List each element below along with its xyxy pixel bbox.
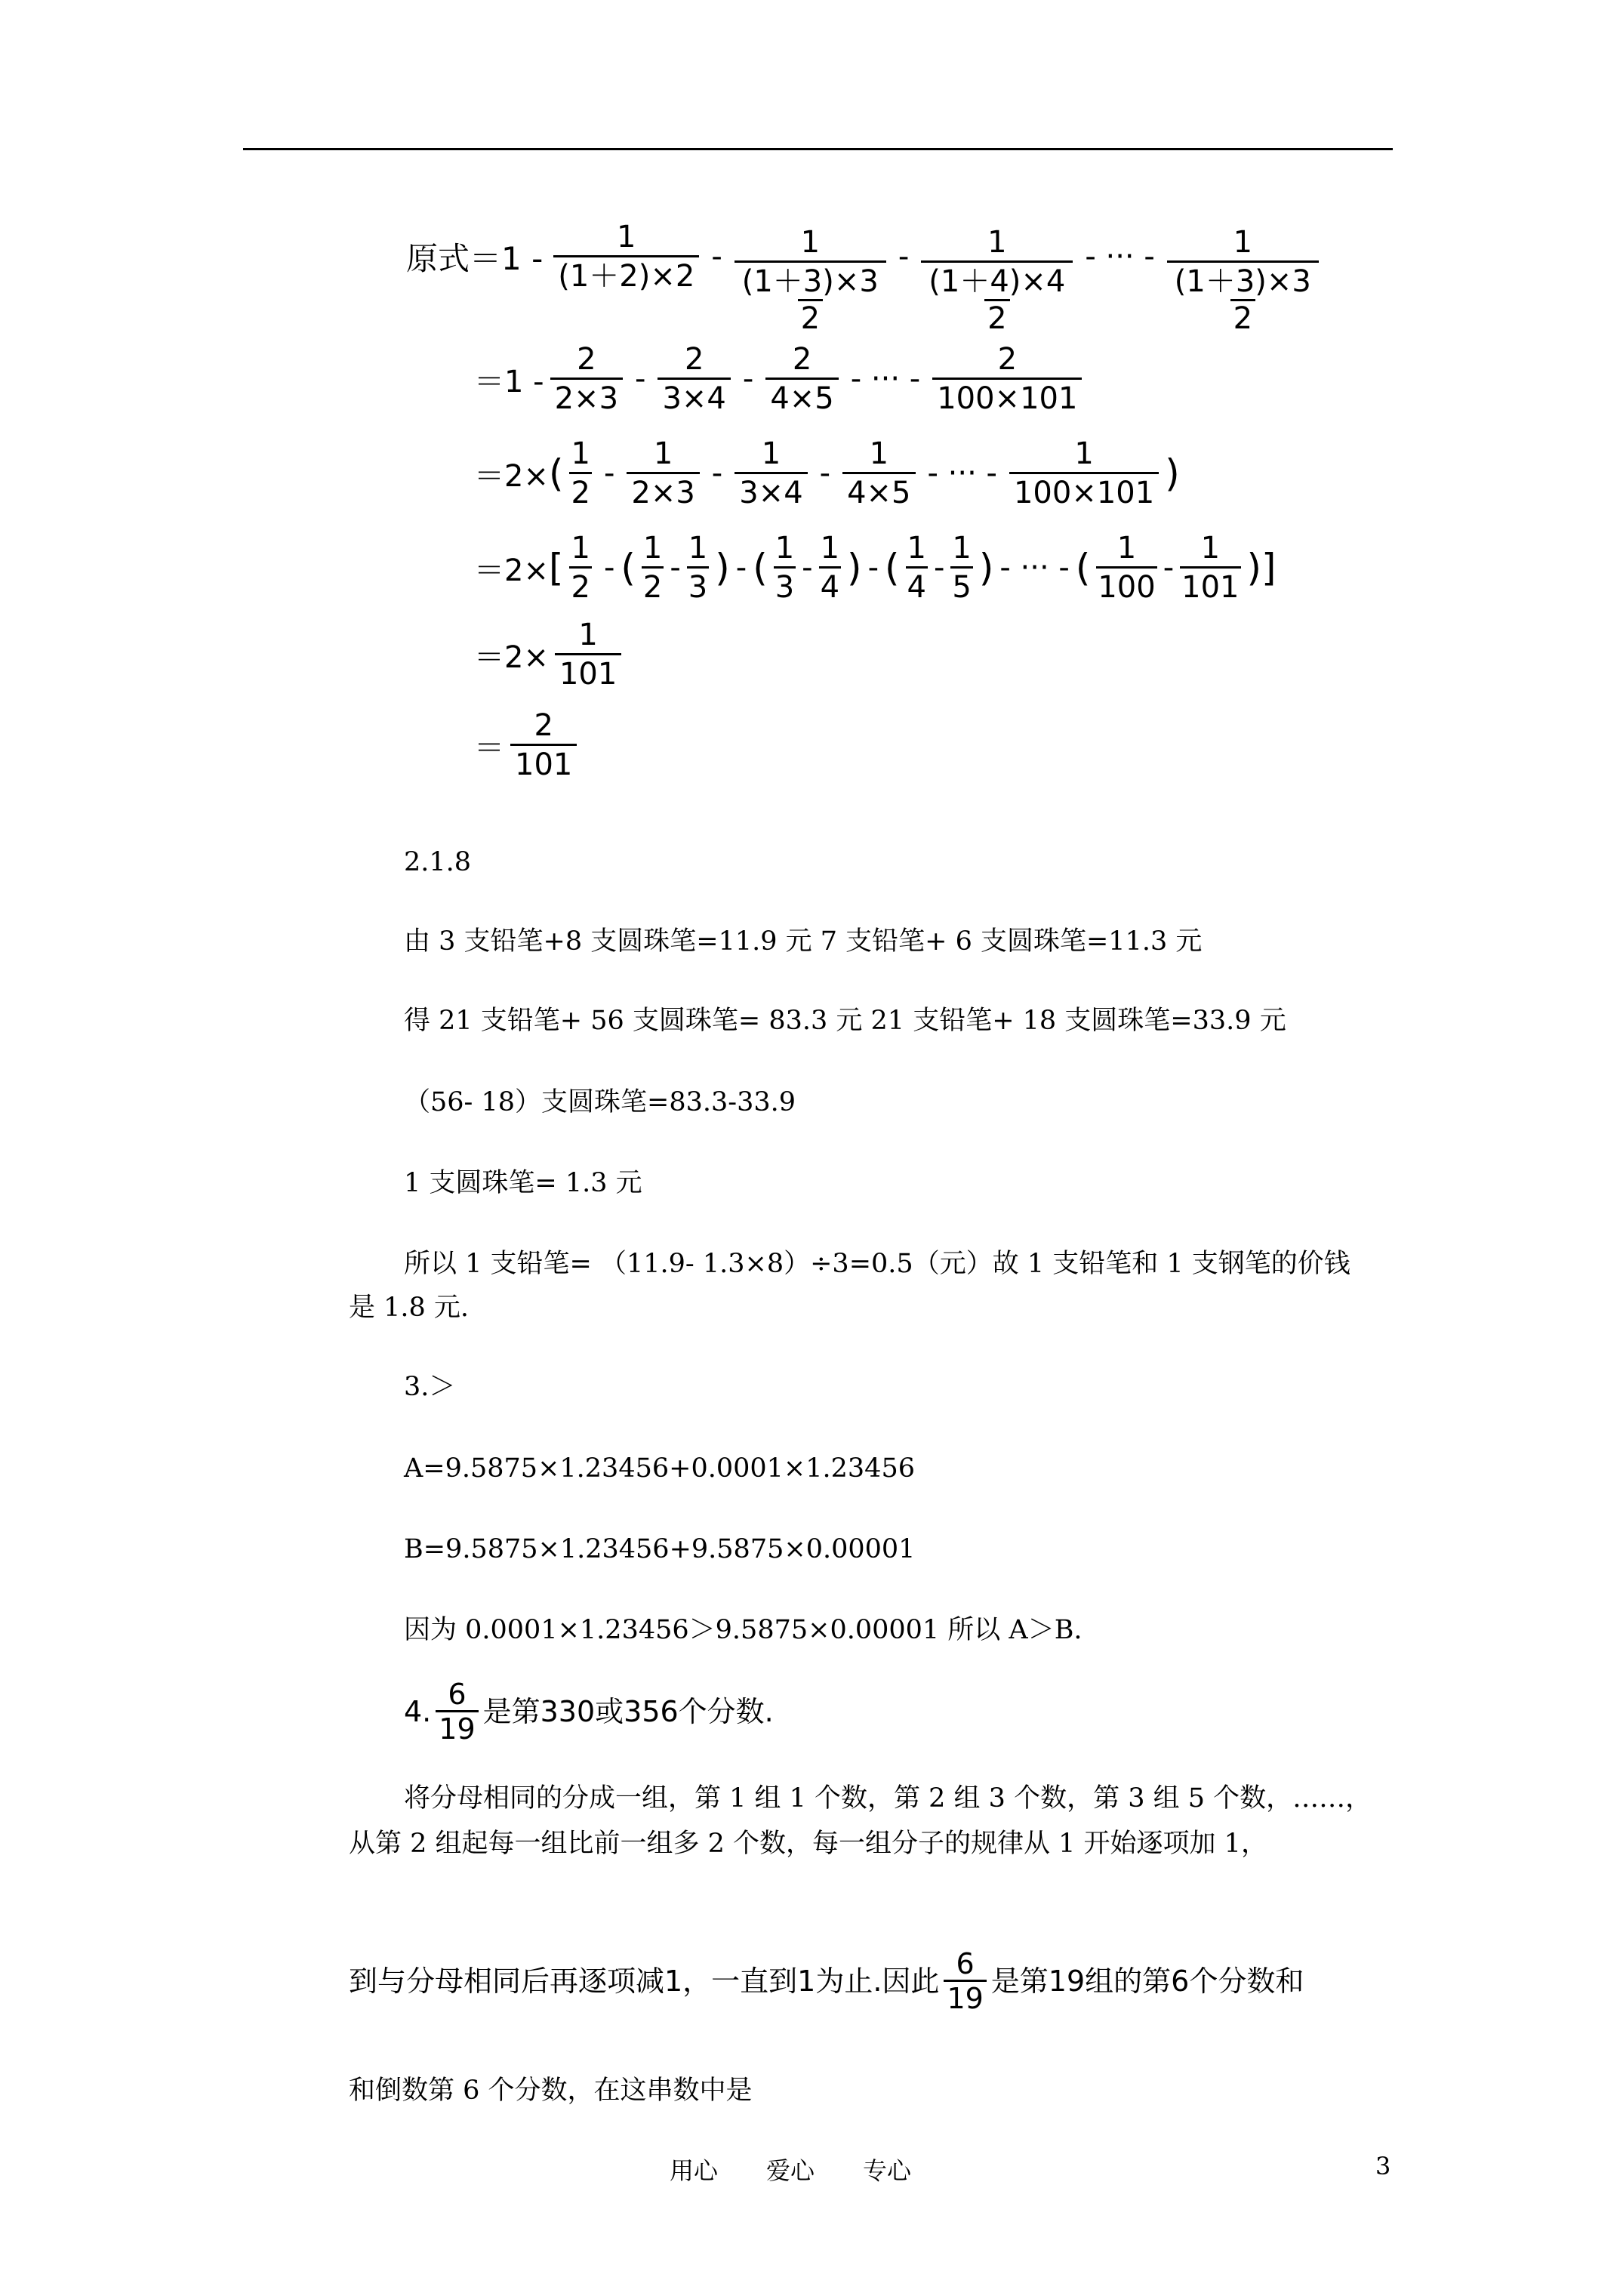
- inner-numerator: (1＋3)×3: [741, 264, 879, 299]
- fraction: [553, 221, 699, 292]
- math-line-3: ＝2× ( $\frac{1}{2}$ - $\frac{1}{2\times 3}$ - $\frac{1}{3\times 4}$ - $\frac{1}{4\times 5}$ - ··· - $\frac{1}{100\times 101}$ ): [474, 436, 1180, 510]
- fraction: [735, 227, 886, 334]
- numerator: 1: [1233, 225, 1253, 260]
- paragraph: 和倒数第 6 个分数，在这串数中是: [349, 2076, 753, 2106]
- math-line-4: ＝2× [ $\frac{1}{2}$ - ( $\frac{1}{2}$ - $\frac{1}{3}$ ) - ( $\frac{1}{3}$ - $\frac{1}{4}$ ) - ( $\frac{1}{4}$ - $\frac{1}{5}$ ) - ··· - ( $\frac{1}{100}$ - $\frac{1}{101}$ )]: [474, 531, 1277, 605]
- denominator: (1＋2)×2: [553, 255, 699, 292]
- math-line-2: ＝1 - $\frac{2}{2\times 3}$ - $\frac{2}{3\times 4}$ - $\frac{2}{4\times 5}$ - ··· - $\frac{2}{100\times 101}$: [474, 344, 1088, 415]
- paragraph: A=9.5875×1.23456+0.0001×1.23456: [404, 1453, 915, 1484]
- fraction: $\frac{6}{19}$: [436, 1680, 478, 1743]
- fraction: [1167, 227, 1319, 334]
- page-number: 3: [1375, 2152, 1391, 2180]
- answer-2-heading: 2.1.8: [404, 847, 472, 877]
- math-lead: 原式＝1 -: [406, 239, 544, 277]
- paragraph: 得 21 支铅笔+ 56 支圆珠笔= 83.3 元 21 支铅笔+ 18 支圆珠笔=33.9 元: [404, 1006, 1286, 1036]
- footer-slogan: 用心 爱心 专心: [670, 2156, 912, 2185]
- fraction: [921, 227, 1073, 334]
- inner-denominator: 2: [1230, 299, 1255, 334]
- inner-numerator: (1＋3)×3: [1174, 264, 1311, 299]
- paragraph: 由 3 支铅笔+8 支圆珠笔=11.9 元 7 支铅笔+ 6 支圆珠笔=11.3 元: [404, 926, 1203, 957]
- math-line-1: 原式＝1 - $\frac{1}{(1+2)\times 2}$ - $\frac{1}{\frac{(1+3)\times 3}{2}}$ - $\frac{1}{\frac{(1+4)\times 4}{2}}$ - ··· - $\frac{1}{\frac{(1+3)\times 3}{2}}$: [406, 202, 1325, 310]
- answer-4-heading: 4. $\frac{6}{19}$ 是第330或356个分数.: [404, 1678, 774, 1746]
- numerator: 1: [800, 225, 821, 260]
- numerator: 1: [617, 219, 636, 254]
- numerator: 1: [987, 225, 1007, 260]
- fraction: $\frac{6}{19}$: [944, 1949, 986, 2013]
- paragraph: B=9.5875×1.23456+9.5875×0.00001: [404, 1534, 916, 1564]
- paragraph: 因为 0.0001×1.23456＞9.5875×0.00001 所以 A＞B.: [404, 1615, 1083, 1645]
- header-rule: [243, 148, 1393, 150]
- answer-3-heading: 3.＞: [404, 1372, 456, 1402]
- math-line-5: ＝2× $\frac{1}{101}$: [474, 619, 627, 690]
- paragraph: 将分母相同的分成一组，第 1 组 1 个数，第 2 组 3 个数，第 3 组 5 个数，……，: [404, 1783, 1372, 1814]
- paragraph: 所以 1 支铅笔= （11.9- 1.3×8）÷3=0.5（元）故 1 支铅笔和 1 支钢笔的价钱: [404, 1249, 1350, 1279]
- paragraph: 是 1.8 元.: [349, 1293, 470, 1323]
- inner-denominator: 2: [798, 299, 823, 334]
- paragraph: 从第 2 组起每一组比前一组多 2 个数，每一组分子的规律从 1 开始逐项加 1，: [349, 1829, 1267, 1859]
- paragraph: 到与分母相同后再逐项减1，一直到1为止.因此 $\frac{6}{19}$ 是第19组的第6个分数和: [349, 1947, 1304, 2015]
- paragraph: 1 支圆珠笔= 1.3 元: [404, 1168, 642, 1198]
- math-line-6: ＝ $\frac{2}{101}$: [474, 710, 583, 781]
- paragraph: （56- 18）支圆珠笔=83.3-33.9: [404, 1087, 796, 1117]
- inner-denominator: 2: [984, 299, 1009, 334]
- inner-numerator: (1＋4)×4: [929, 264, 1066, 299]
